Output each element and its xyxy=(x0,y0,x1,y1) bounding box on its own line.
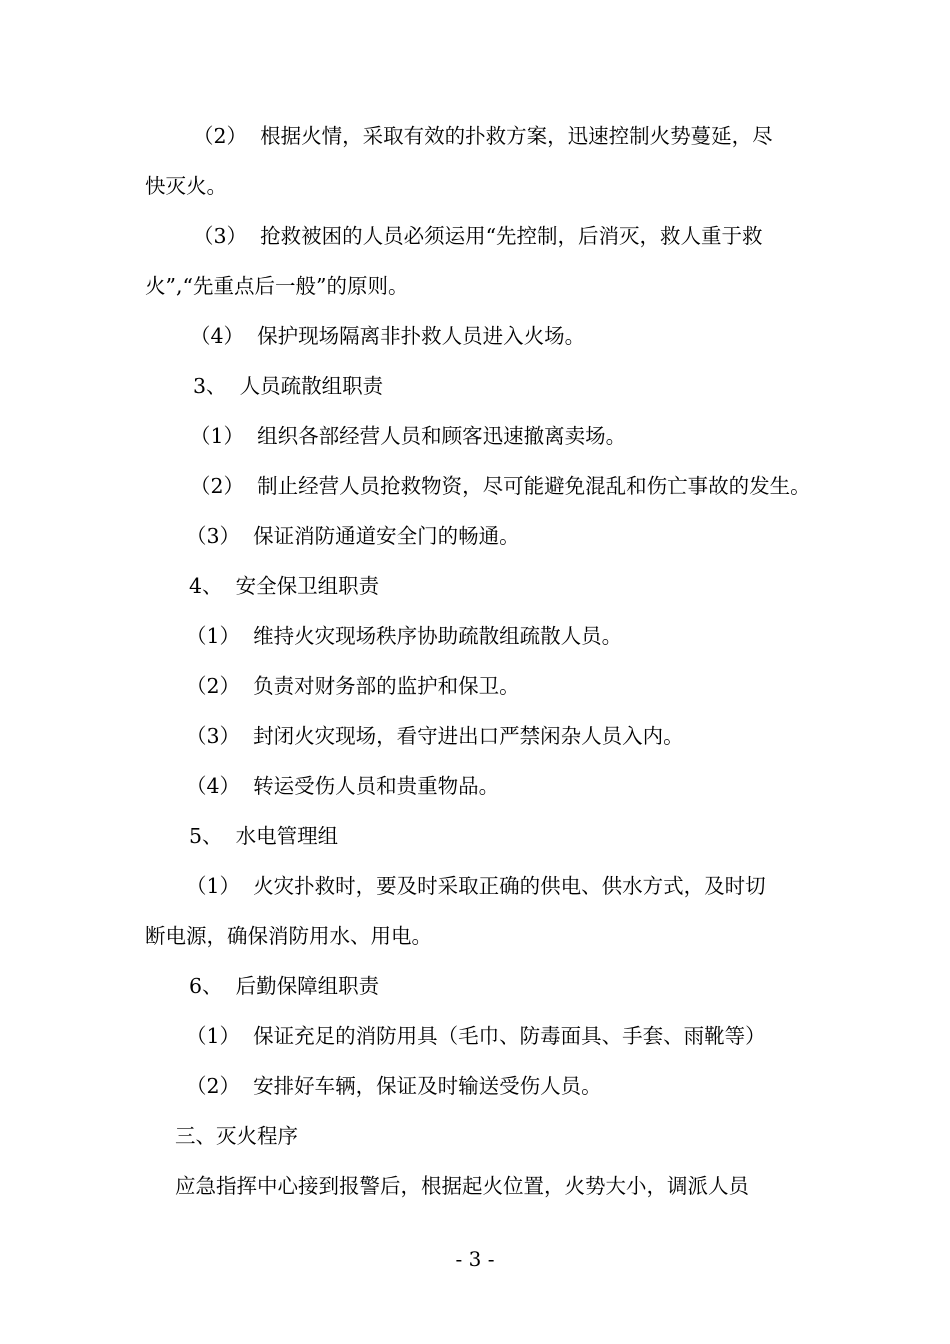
text-line: （2） 制止经营人员抢救物资，尽可能避免混乱和伤亡事故的发生。 xyxy=(190,474,811,498)
section-heading: 3、 人员疏散组职责 xyxy=(193,374,384,398)
text-line: （2） 根据火情，采取有效的扑救方案，迅速控制火势蔓延，尽 xyxy=(193,124,773,148)
chapter-heading: 三、灭火程序 xyxy=(175,1124,298,1148)
section-heading: 6、 后勤保障组职责 xyxy=(189,974,380,998)
text-line: （1） 维持火灾现场秩序协助疏散组疏散人员。 xyxy=(186,624,623,648)
text-line: （3） 封闭火灾现场，看守进出口严禁闲杂人员入内。 xyxy=(186,724,684,748)
text-line: 快灭火。 xyxy=(145,174,227,198)
section-heading: 4、 安全保卫组职责 xyxy=(189,574,380,598)
text-line: （4） 保护现场隔离非扑救人员进入火场。 xyxy=(190,324,586,348)
text-line: 火”,“先重点后一般”的原则。 xyxy=(145,274,409,298)
text-line: 应急指挥中心接到报警后，根据起火位置，火势大小，调派人员 xyxy=(175,1174,749,1198)
page-number: - 3 - xyxy=(455,1247,495,1271)
text-line: （1） 组织各部经营人员和顾客迅速撤离卖场。 xyxy=(190,424,627,448)
text-line: （4） 转运受伤人员和贵重物品。 xyxy=(186,774,500,798)
text-line: （3） 抢救被困的人员必须运用“先控制，后消灭，救人重于救 xyxy=(193,224,763,248)
text-line: 断电源，确保消防用水、用电。 xyxy=(145,924,432,948)
text-line: （1） 保证充足的消防用具（毛巾、防毒面具、手套、雨靴等） xyxy=(186,1024,766,1048)
text-line: （1） 火灾扑救时，要及时采取正确的供电、供水方式，及时切 xyxy=(186,874,766,898)
text-line: （2） 安排好车辆，保证及时输送受伤人员。 xyxy=(186,1074,602,1098)
text-line: （3） 保证消防通道安全门的畅通。 xyxy=(186,524,520,548)
section-heading: 5、 水电管理组 xyxy=(189,824,339,848)
text-line: （2） 负责对财务部的监护和保卫。 xyxy=(186,674,520,698)
